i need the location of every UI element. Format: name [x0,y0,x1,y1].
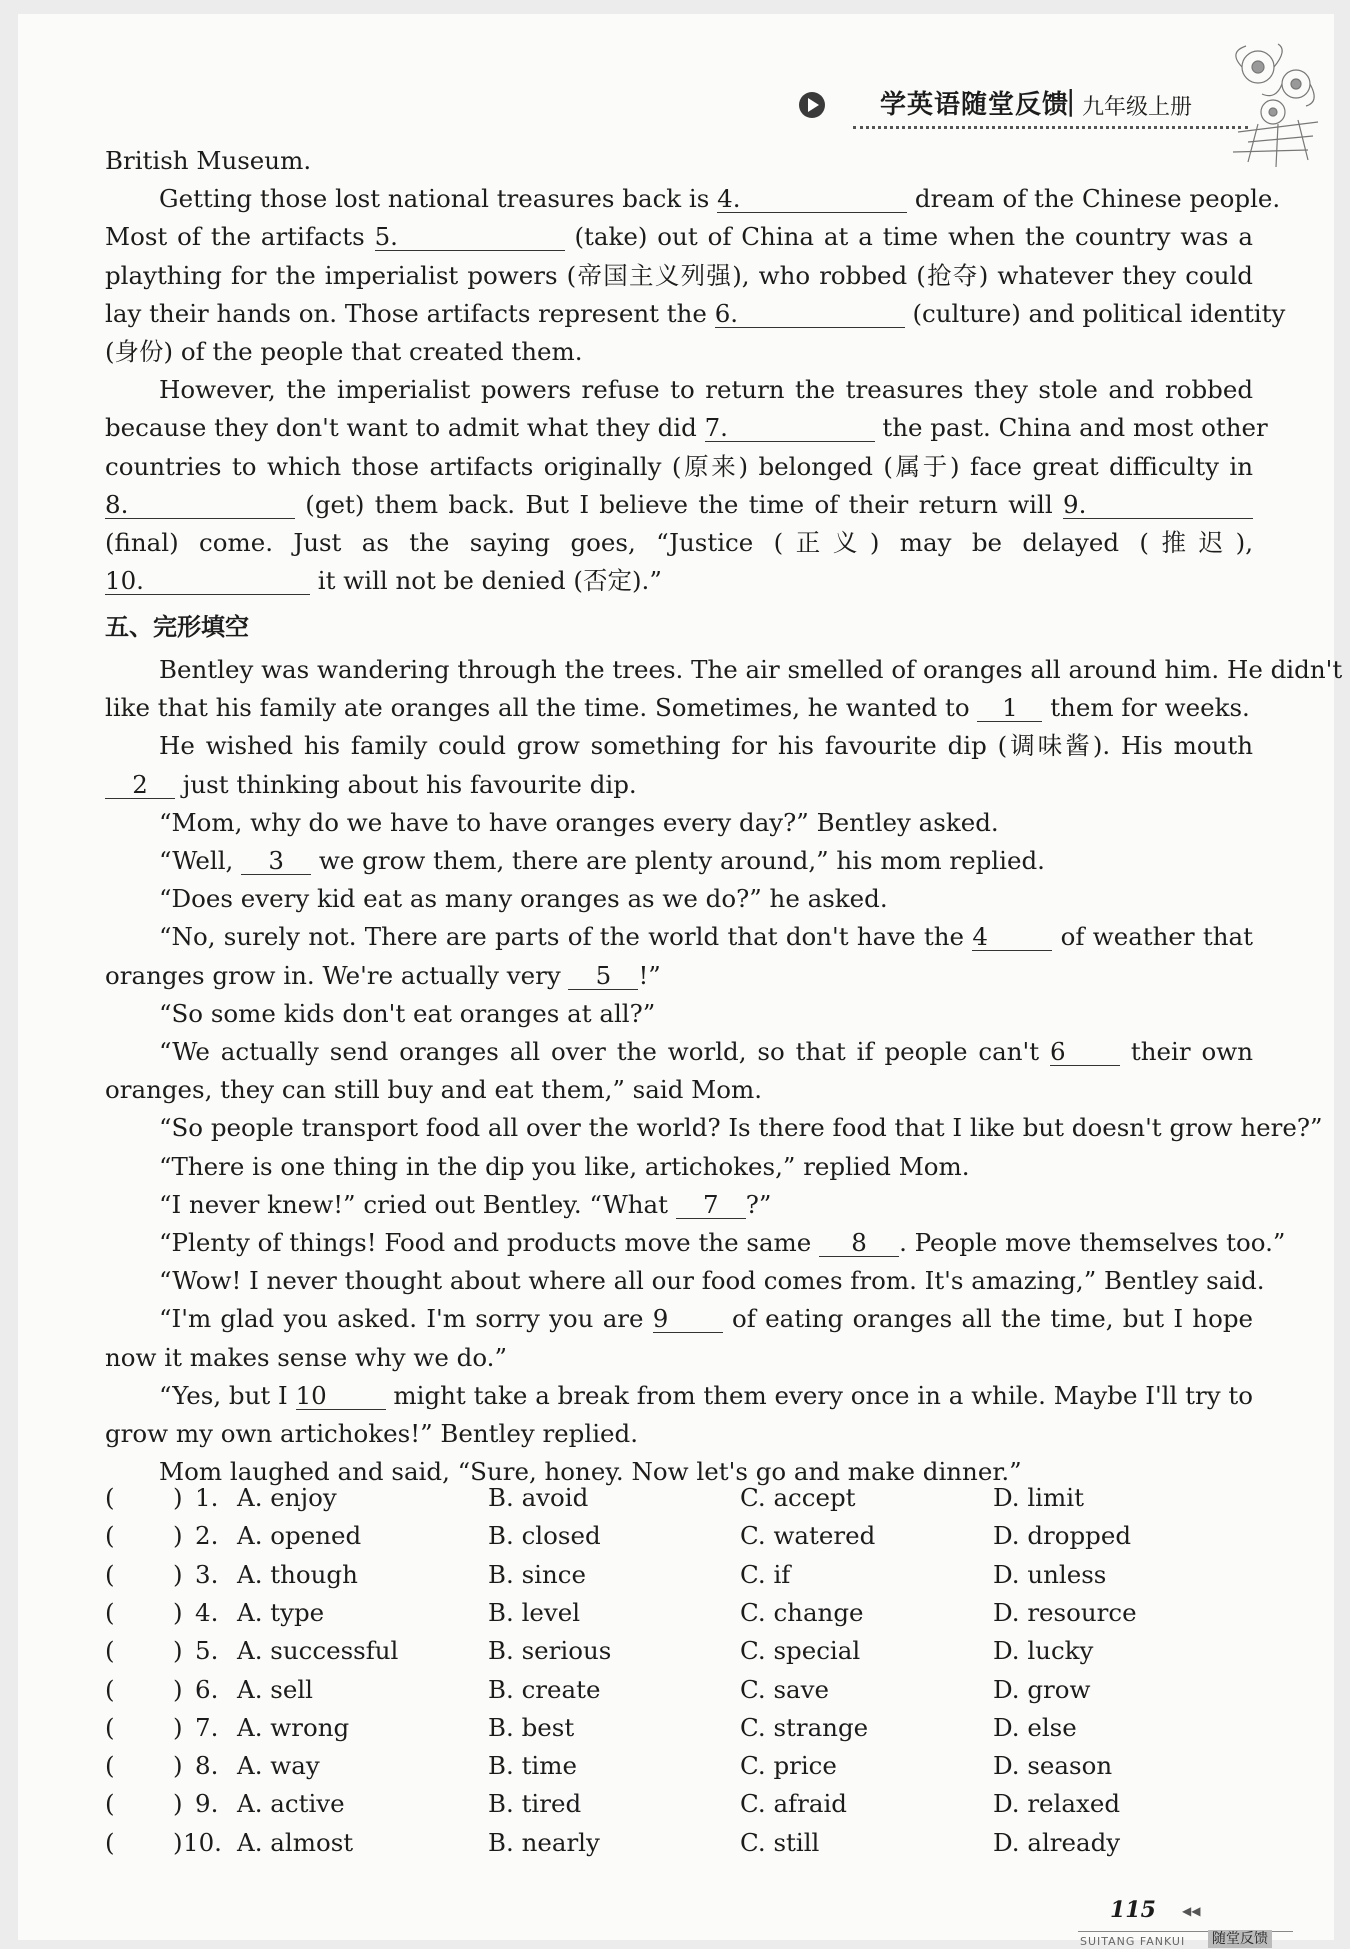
text-segment: “Well, [159,846,242,875]
header-title: 学英语随堂反馈 [880,90,1070,120]
option-d: D. else [993,1712,1077,1742]
text-line [105,958,1253,994]
text-line [105,143,1253,179]
text-line [105,881,1253,917]
play-icon [799,92,825,118]
text-line [105,410,1268,446]
text-line [105,296,1286,332]
question-number: 4. [195,1597,219,1627]
text-segment: Mom laughed and said, “Sure, honey. Now let's go and make dinner.” [159,1457,1022,1487]
answer-paren-close[interactable]: ) [173,1597,183,1627]
answer-blank[interactable]: 3 [241,848,311,875]
text-segment: oranges, they can still buy and eat them,” said Mom. [105,1075,763,1105]
option-d: D. already [993,1827,1121,1857]
text-segment: “No, surely not. There are parts of the world that don't have the [159,922,973,952]
option-d: D. dropped [993,1521,1132,1551]
text-segment: Bentley was wandering through the trees. The air smelled of oranges all around him. He didn't [159,655,1343,684]
answer-paren-close[interactable]: ) [173,1827,183,1857]
text-segment: ?” [745,1189,772,1219]
answer-paren-close[interactable]: ) [173,1789,183,1819]
footer-pinyin: SUITANG FANKUI [1080,1935,1186,1948]
answer-paren-close[interactable]: ) [173,1559,183,1589]
text-segment: lay their hands on. Those artifacts represent the [105,298,715,328]
answer-paren-open[interactable]: ( [105,1559,115,1589]
option-c: C. still [740,1827,820,1857]
answer-blank[interactable]: 7. [705,415,875,442]
text-segment: of eating oranges all the time, but I hope [722,1304,1254,1334]
text-line [105,525,1253,561]
page-number: 115 [1110,1897,1156,1923]
answer-blank[interactable]: 8. [105,492,295,519]
text-line [105,805,1253,841]
answer-blank[interactable]: 4. [717,186,907,213]
text-line [105,1301,1253,1337]
question-number: 5. [195,1636,219,1666]
text-segment: countries to which those artifacts originally (原来) belonged (属于) face great difficulty in [105,451,1253,481]
text-line [105,652,1343,688]
text-segment: “So some kids don't eat oranges at all?” [159,998,656,1028]
header-divider [853,126,1248,129]
text-segment: British Museum. [105,146,312,175]
answer-blank[interactable]: 4 [972,924,1052,951]
text-line [105,563,1253,599]
text-segment: Getting those lost national treasures back is [159,184,718,214]
answer-blank[interactable]: 2 [105,772,175,799]
question-number: 7. [195,1712,219,1742]
text-line [105,181,1281,217]
text-segment: the past. China and most other [874,413,1268,443]
text-line [105,1263,1265,1299]
text-line [105,487,1253,523]
text-segment: grow my own artichokes!” Bentley replied. [105,1419,639,1448]
option-a: A. wrong [237,1712,350,1742]
option-c: C. watered [740,1521,876,1551]
option-row [105,1672,1265,1708]
answer-blank[interactable]: 5 [568,963,638,990]
answer-paren-open[interactable]: ( [105,1521,115,1551]
question-number: 2. [195,1521,219,1551]
option-d: D. limit [993,1483,1084,1512]
text-line [105,219,1253,255]
text-line [105,1416,1253,1452]
text-segment: plaything for the imperialist powers (帝国主义列强), who robbed (抢夺) whatever they could [105,260,1253,290]
text-segment: !” [638,960,661,990]
option-a: A. type [237,1597,325,1627]
text-segment: However, the imperialist powers refuse to return the treasures they stole and robbed [159,375,1253,405]
text-line [105,843,1253,879]
answer-paren-close[interactable]: ) [173,1521,183,1551]
text-segment: “So people transport food all over the world? Is there food that I like but doesn't grow here?” [159,1113,1323,1143]
option-d: D. relaxed [993,1789,1120,1819]
text-segment: oranges grow in. We're actually very [105,960,569,990]
answer-blank[interactable]: 6. [715,301,905,328]
section-title: 五、完形填空 [105,613,249,641]
text-line [105,334,1253,370]
answer-blank[interactable]: 9. [1063,492,1253,519]
answer-paren-open[interactable]: ( [105,1483,115,1512]
answer-blank[interactable]: 7 [676,1192,746,1219]
option-d: D. unless [993,1559,1107,1589]
header-separator: | [1066,84,1076,117]
option-b: B. nearly [488,1827,600,1857]
text-segment: “Wow! I never thought about where all our food comes from. It's amazing,” Bentley said. [159,1266,1265,1296]
option-b: B. since [488,1559,586,1589]
option-row [105,1825,1265,1861]
text-segment: it will not be denied (否定).” [310,566,662,596]
option-b: B. serious [488,1636,612,1666]
text-line [105,258,1253,294]
option-row [105,1748,1265,1784]
answer-paren-open[interactable]: ( [105,1751,115,1781]
option-b: B. closed [488,1521,601,1551]
option-c: C. save [740,1674,829,1704]
text-segment: He wished his family could grow something for his favourite dip (调味酱). His mouth [159,731,1253,761]
option-a: A. though [237,1559,358,1589]
option-a: A. almost [237,1827,354,1857]
text-segment: because they don't want to admit what they did [105,413,705,443]
option-b: B. create [488,1674,601,1704]
answer-paren-open[interactable]: ( [105,1636,115,1666]
text-segment: just thinking about his favourite dip. [175,769,637,799]
answer-paren-close[interactable]: ) [173,1636,183,1666]
text-segment: of weather that [1052,922,1253,952]
option-a: A. successful [237,1636,399,1666]
text-line [105,728,1253,764]
text-segment: “We actually send oranges all over the world, so that if people can't [159,1037,1050,1066]
answer-paren-open[interactable]: ( [105,1674,115,1704]
option-a: A. opened [237,1521,362,1551]
text-segment: might take a break from them every once in a while. Maybe I'll try to [385,1380,1253,1410]
text-segment: (final) come. Just as the saying goes, “Justice (正义) may be delayed (推迟), [105,528,1253,557]
text-segment: now it makes sense why we do.” [105,1342,507,1372]
option-a: A. way [237,1751,320,1781]
text-segment: them for weeks. [1042,693,1250,723]
answer-blank[interactable]: 1 [977,695,1042,722]
text-segment: (culture) and political identity [904,298,1286,328]
option-a: A. enjoy [237,1483,337,1512]
text-line [105,1340,1253,1376]
option-row [105,1786,1265,1822]
text-line [105,1149,1253,1185]
text-segment: “Yes, but I [159,1380,296,1410]
option-c: C. price [740,1751,837,1781]
text-line [105,1378,1253,1414]
answer-blank[interactable]: 10. [105,568,310,595]
option-c: C. afraid [740,1789,847,1819]
option-d: D. resource [993,1597,1137,1627]
answer-blank[interactable]: 8 [819,1230,899,1257]
answer-blank[interactable]: 6 [1050,1039,1120,1066]
text-line [105,996,1253,1032]
text-segment: “There is one thing in the dip you like, artichokes,” replied Mom. [159,1151,970,1181]
option-row [105,1633,1265,1669]
text-segment: “I'm glad you asked. I'm sorry you are [159,1304,653,1334]
option-a: A. active [237,1789,345,1819]
option-row [105,1480,1265,1516]
answer-paren-open[interactable]: ( [105,1827,115,1857]
option-b: B. time [488,1751,577,1781]
answer-paren-close[interactable]: ) [173,1712,183,1742]
answer-paren-open[interactable]: ( [105,1597,115,1627]
option-b: B. tired [488,1789,582,1819]
text-segment: (身份) of the people that created them. [105,337,583,366]
option-b: B. best [488,1712,575,1742]
option-d: D. grow [993,1674,1091,1704]
answer-blank[interactable]: 10 [296,1383,386,1410]
text-line [105,919,1253,955]
question-number: 6. [195,1674,219,1704]
text-segment: “Does every kid eat as many oranges as we do?” he asked. [159,884,888,914]
question-number: 9. [195,1789,219,1819]
text-line [105,1034,1253,1070]
option-row [105,1595,1265,1631]
text-segment: dream of the Chinese people. [907,184,1281,214]
option-d: D. lucky [993,1636,1094,1666]
question-number: 10. [183,1827,222,1857]
text-segment: (take) out of China at a time when the country was a [564,222,1253,252]
answer-blank[interactable]: 5. [375,224,565,251]
text-line [105,449,1253,485]
text-line [105,1072,1253,1108]
option-row [105,1518,1265,1554]
question-number: 8. [195,1751,219,1781]
option-row [105,1710,1265,1746]
text-line [105,690,1253,726]
text-segment: (get) them back. But I believe the time of their return will [295,489,1063,519]
answer-paren-close[interactable]: ) [173,1483,183,1512]
text-segment: . People move themselves too.” [899,1228,1286,1257]
text-line [105,1110,1323,1146]
header-subtitle: 九年级上册 [1082,95,1193,120]
option-b: B. avoid [488,1483,589,1512]
answer-blank[interactable]: 9 [653,1306,723,1333]
answer-paren-close[interactable]: ) [173,1674,183,1704]
text-segment: like that his family ate oranges all the time. Sometimes, he wanted to [105,693,978,723]
text-segment: Most of the artifacts [105,222,375,252]
text-segment: their own [1119,1037,1254,1066]
double-arrow-icon: ◀◀ [1182,1904,1201,1918]
footer-badge: 随堂反馈 [1208,1930,1272,1948]
answer-paren-close[interactable]: ) [173,1751,183,1781]
text-segment: “Mom, why do we have to have oranges every day?” Bentley asked. [159,807,999,837]
option-a: A. sell [237,1674,314,1704]
option-d: D. season [993,1751,1113,1781]
question-number: 1. [195,1483,219,1512]
text-segment: “Plenty of things! Food and products move the same [159,1228,820,1257]
text-segment: “I never knew!” cried out Bentley. “What [159,1189,676,1219]
question-number: 3. [195,1559,219,1589]
page [18,14,1343,1948]
option-row [105,1557,1265,1593]
option-c: C. accept [740,1483,856,1512]
answer-paren-open[interactable]: ( [105,1712,115,1742]
text-line [105,372,1253,408]
text-line [105,767,1253,803]
text-line [105,1225,1286,1261]
text-segment: we grow them, there are plenty around,” his mom replied. [311,846,1045,875]
text-line [105,1187,1253,1223]
option-b: B. level [488,1597,581,1627]
answer-paren-open[interactable]: ( [105,1789,115,1819]
option-c: C. if [740,1559,791,1589]
option-c: C. special [740,1636,861,1666]
option-c: C. strange [740,1712,869,1742]
option-c: C. change [740,1597,864,1627]
